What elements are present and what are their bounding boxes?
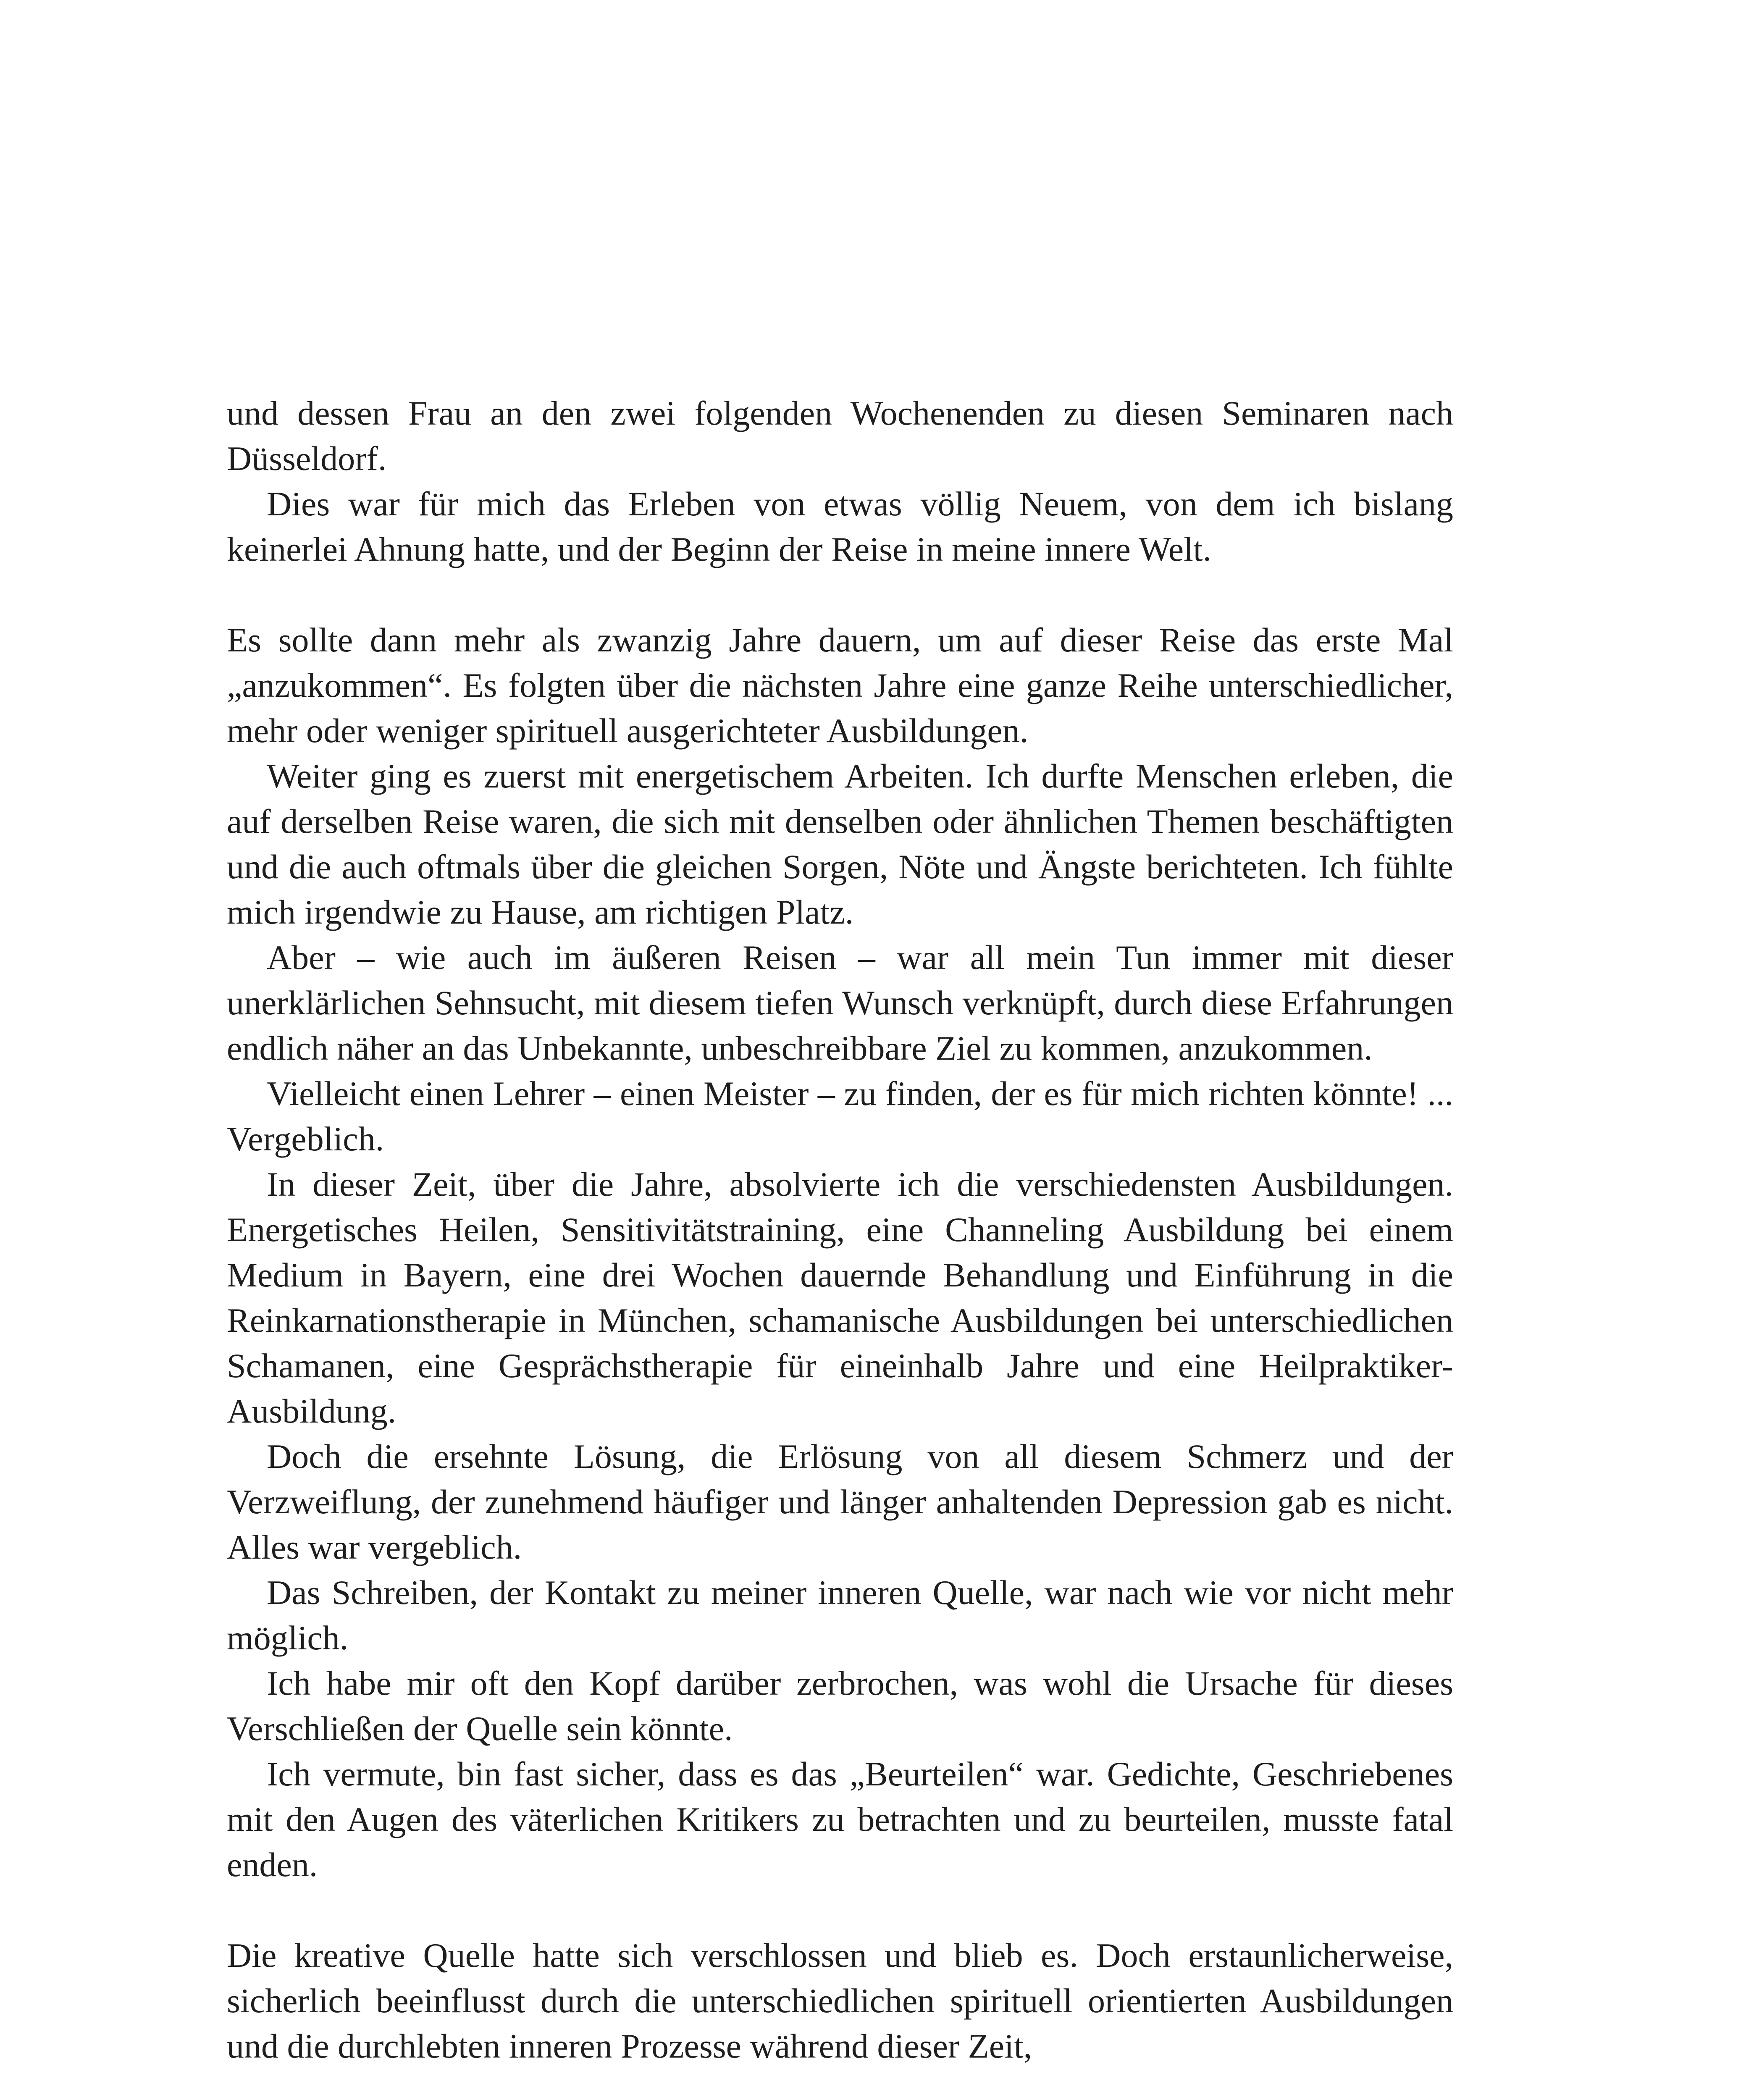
paragraph: Es sollte dann mehr als zwanzig Jahre dauern, um auf dieser Reise das erste Mal „anzukommen“. Es folgten über die nächsten Jahre eine ganze Reihe unterschiedlicher, mehr oder weniger spirituell ausgerichteter Ausbildungen. — [227, 621, 1453, 750]
paragraph: Dies war für mich das Erleben von etwas völlig Neuem, von dem ich bislang keinerlei Ahnung hatte, und der Beginn der Reise in meine innere Welt. — [227, 485, 1453, 568]
paragraph: Vielleicht einen Lehrer – einen Meister – zu finden, der es für mich richten könnte! ... Vergeblich. — [227, 1074, 1453, 1158]
paragraph: und dessen Frau an den zwei folgenden Wochenenden zu diesen Seminaren nach Düsseldorf. — [227, 394, 1453, 478]
paragraph: Ich habe mir oft den Kopf darüber zerbrochen, was wohl die Ursache für dieses Verschließen der Quelle sein könnte. — [227, 1664, 1453, 1748]
paragraph: Die kreative Quelle hatte sich verschlossen und blieb es. Doch erstaunlicherweise, sicherlich beeinflusst durch die unterschiedlichen spirituell orientierten Ausbildungen und die durchlebten inneren Prozesse während dieser Zeit, — [227, 1936, 1453, 2065]
paragraph: In dieser Zeit, über die Jahre, absolvierte ich die verschiedensten Ausbildungen. Energetisches Heilen, Sensitivitätstraining, eine Channeling Ausbildung bei einem Medium in Bayern, eine drei Wochen dauernde Behandlung und Einführung in die Reinkarnationstherapie in München, schamanische Ausbildungen bei unterschiedlichen Schamanen, eine Gesprächstherapie für eineinhalb Jahre und eine Heilpraktiker-Ausbildung. — [227, 1165, 1453, 1430]
paragraph: Doch die ersehnte Lösung, die Erlösung von all diesem Schmerz und der Verzweiflung, der zunehmend häufiger und länger anhaltenden Depression gab es nicht. Alles war vergeblich. — [227, 1437, 1453, 1566]
paragraph: Aber – wie auch im äußeren Reisen – war all mein Tun immer mit dieser unerklärlichen Sehnsucht, mit diesem tiefen Wunsch verknüpft, durch diese Erfahrungen endlich näher an das Unbekannte, unbeschreibbare Ziel zu kommen, anzukommen. — [227, 938, 1453, 1067]
body-text — [227, 391, 1453, 2069]
paragraph: Ich vermute, bin fast sicher, dass es das „Beurteilen“ war. Gedichte, Geschriebenes mit den Augen des väterlichen Kritikers zu betrachten und zu beurteilen, musste fatal enden. — [227, 1755, 1453, 1884]
paragraph: Weiter ging es zuerst mit energetischem Arbeiten. Ich durfte Menschen erleben, die auf derselben Reise waren, die sich mit denselben oder ähnlichen Themen beschäftigten und die auch oftmals über die gleichen Sorgen, Nöte und Ängste berichteten. Ich fühlte mich irgendwie zu Hause, am richtigen Platz. — [227, 757, 1453, 931]
paragraph: Das Schreiben, der Kontakt zu meiner inneren Quelle, war nach wie vor nicht mehr möglich. — [227, 1573, 1453, 1657]
